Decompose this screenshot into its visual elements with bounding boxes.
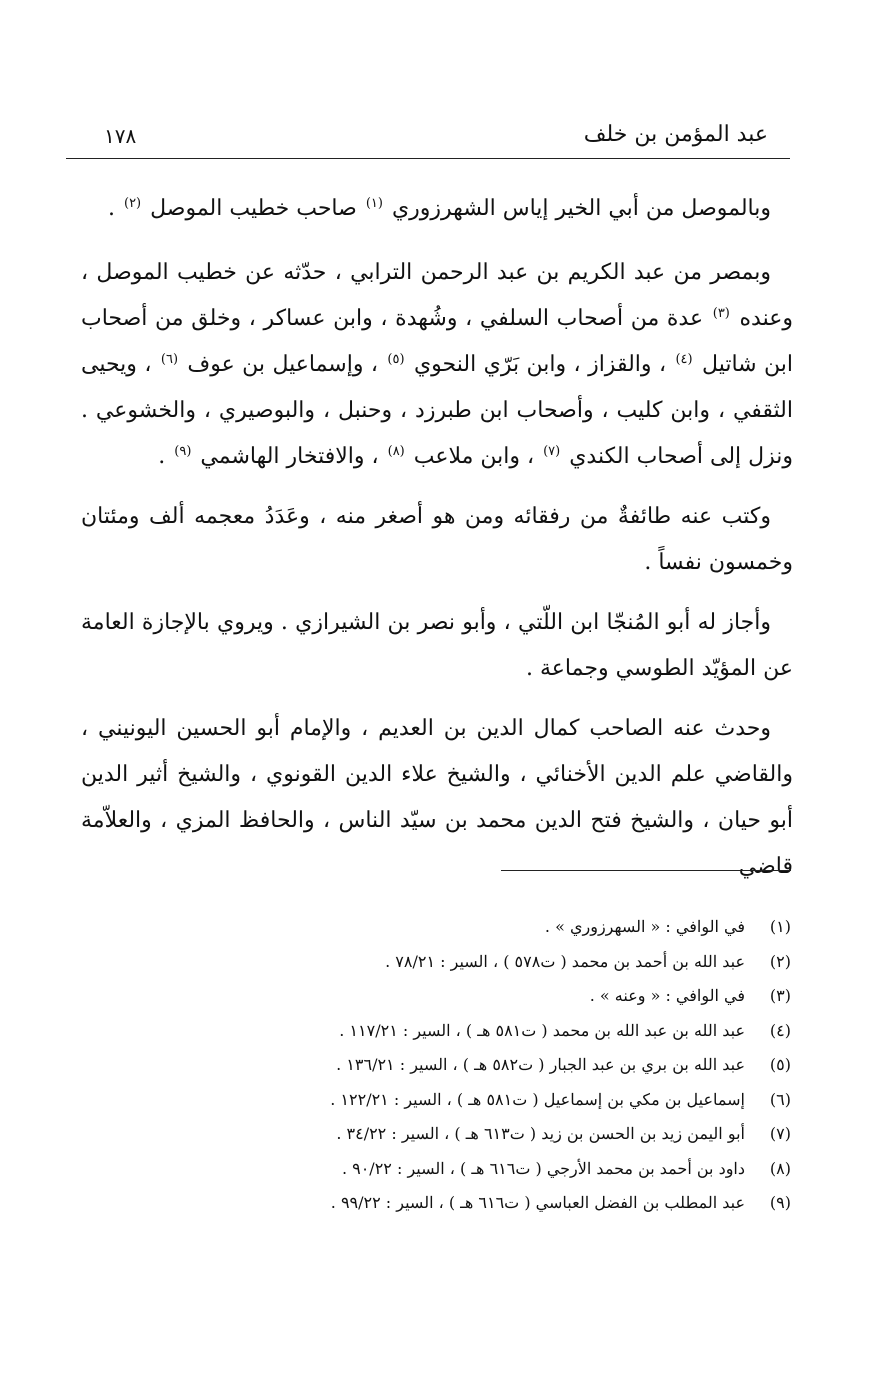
footnote-number: (١) [769, 917, 791, 936]
footnote-item [191, 1014, 791, 1049]
footnote-number: (٩) [769, 1193, 791, 1212]
paragraph-text: صاحب خطيب الموصل [143, 196, 364, 221]
footnote-divider [501, 870, 791, 871]
body-text [81, 182, 793, 904]
footnote-item [191, 979, 791, 1014]
footnote-reference: (٥) [387, 351, 405, 367]
footnote-text: أبو اليمن زيد بن الحسن بن زيد ( ت٦١٣ هـ ) ، السير : ٣٤/٢٢ . [336, 1124, 745, 1143]
footnote-reference: (٢) [123, 195, 142, 211]
paragraph-text: وبمصر من عبد الكريم بن عبد الرحمن الترابي ، حدّثه عن خطيب الموصل ، وعنده [81, 260, 793, 331]
paragraph-text: وبالموصل من أبي الخير إياس الشهرزوري [384, 196, 771, 221]
body-paragraph [81, 706, 793, 890]
footnote-number: (٥) [769, 1055, 791, 1074]
page-header [66, 118, 790, 159]
footnote-reference: (٩) [174, 443, 192, 459]
body-paragraph [81, 250, 793, 480]
footnote-number: (٨) [769, 1158, 791, 1178]
footnote-number: (٧) [769, 1124, 791, 1143]
paragraph-text: ، وإسماعيل بن عوف [180, 352, 386, 377]
running-title: عبد المؤمن بن خلف [583, 122, 768, 147]
footnote-number: (٢) [769, 951, 791, 971]
page-number: ١٧٨ [104, 124, 137, 148]
footnote-reference: (١) [365, 195, 383, 211]
footnote-reference: (٤) [675, 351, 693, 367]
footnote-item [191, 910, 791, 945]
footnote-number: (٣) [769, 986, 791, 1005]
paragraph-text: وحدث عنه الصاحب كمال الدين بن العديم ، والإمام أبو الحسين اليونيني ، والقاضي علم الدين الأخنائي ، والشيخ علاء الدين القونوي ، والشيخ أثير الدين أبو حيان ، والشيخ فتح الدين محمد بن سيّد الناس ، والحافظ المزي ، والعلاّمة قاضي [81, 716, 793, 879]
footnote-number: (٦) [769, 1089, 791, 1109]
footnote-text: في الوافي : « السهرزوري » . [544, 917, 745, 936]
footnote-text: إسماعيل بن مكي بن إسماعيل ( ت٥٨١ هـ ) ، السير : ١٢٢/٢١ . [330, 1089, 745, 1109]
footnote-item [191, 1083, 791, 1118]
footnote-number: (٤) [769, 1020, 791, 1040]
footnote-item [191, 1117, 791, 1152]
footnote-text: عبد الله بن بري بن عبد الجبار ( ت٥٨٢ هـ ) ، السير : ١٣٦/٢١ . [336, 1055, 745, 1074]
paragraph-text: ، ويحيى الثقفي ، وابن كليب ، وأصحاب ابن طبرزد ، وحنبل ، والبوصيري ، والخشوعي . ونزل إلى أصحاب الكندي [81, 352, 793, 469]
footnote-text: داود بن أحمد بن محمد الأرجي ( ت٦١٦ هـ ) ، السير : ٩٠/٢٢ . [341, 1158, 745, 1178]
footnote-reference: (٣) [712, 305, 730, 321]
footnote-reference: (٨) [387, 443, 405, 459]
footnote-item [191, 945, 791, 980]
paragraph-text: . [107, 196, 122, 221]
footnote-text: عبد الله بن أحمد بن محمد ( ت٥٧٨ ) ، السير : ٧٨/٢١ . [385, 951, 745, 971]
paragraph-text: ، والافتخار الهاشمي [193, 444, 386, 469]
paragraph-text: . [158, 444, 173, 469]
body-paragraph [81, 494, 793, 586]
body-paragraph [81, 182, 793, 236]
paragraph-text: ، والقزاز ، وابن بَرّي النحوي [406, 352, 674, 377]
body-paragraph [81, 600, 793, 692]
paragraph-text: وأجاز له أبو المُنجّا ابن اللّتي ، وأبو نصر بن الشيرازي . ويروي بالإجازة العامة عن المؤيّد الطوسي وجماعة . [81, 610, 793, 681]
footnote-reference: (٦) [160, 351, 179, 367]
paragraph-text: ، وابن ملاعب [406, 444, 542, 469]
footnotes [191, 910, 791, 1221]
footnote-item [191, 1186, 791, 1221]
footnote-item [191, 1152, 791, 1187]
paragraph-text: عدة من أصحاب السلفي ، وشُهدة ، وابن عساكر ، وخلق من أصحاب ابن شاتيل [81, 306, 793, 377]
footnote-item [191, 1048, 791, 1083]
footnote-reference: (٧) [543, 443, 561, 459]
paragraph-text: وكتب عنه طائفةٌ من رفقائه ومن هو أصغر منه ، وعَدَدُ معجمه ألف ومئتان وخمسون نفساً . [81, 504, 793, 575]
footnote-text: في الوافي : « وعنه » . [589, 986, 745, 1005]
footnote-text: عبد المطلب بن الفضل العباسي ( ت٦١٦ هـ ) ، السير : ٩٩/٢٢ . [330, 1193, 745, 1212]
footnote-text: عبد الله بن عبد الله بن محمد ( ت٥٨١ هـ ) ، السير : ١١٧/٢١ . [339, 1020, 745, 1040]
